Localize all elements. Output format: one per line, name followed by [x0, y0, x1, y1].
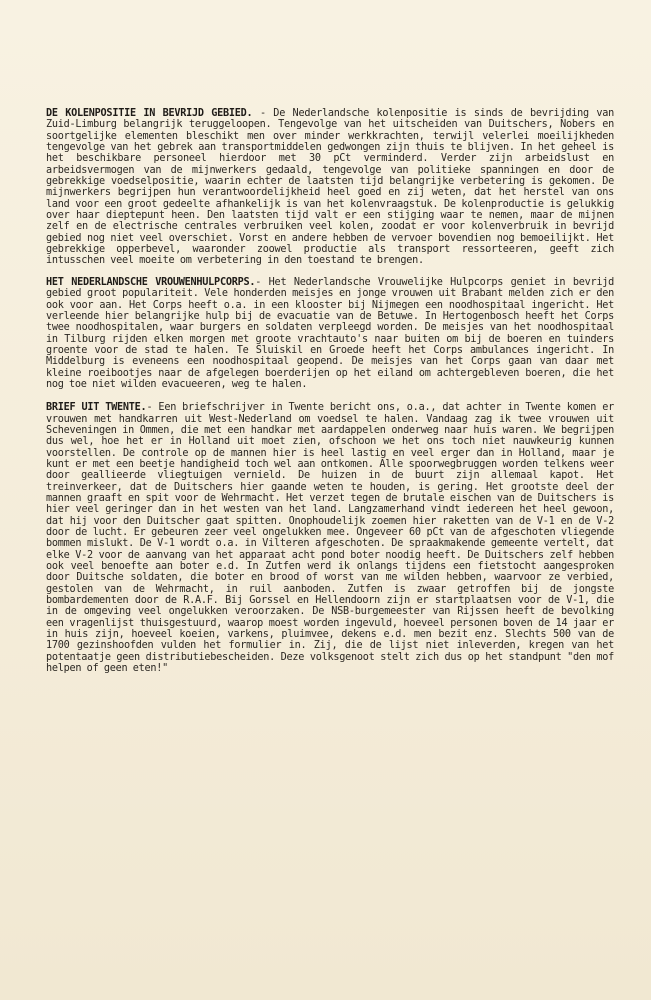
article-heading: HET NEDERLANDSCHE VROUWENHULPCORPS.: [46, 276, 256, 288]
article-paragraph: [46, 108, 614, 267]
document-body: [46, 108, 614, 685]
article-text: - Een briefschrijver in Twente bericht ons, o.a., dat achter in Twente komen er vrouwen met handkarren uit West-Nederland om voedsel te halen. Vandaag zag ik twee vrouwen uit Scheveningen in Ommen, die met een handkar met aardappelen onderweg naar huis waren. We begrijpen dus wel, hoe het er in Holland uit moet zien, ofschoon we het ons toch niet nauwkeurig kunnen voorstellen. De controle op de mannen hier is heel lastig en veel erger dan in Holland, maar je kunt er met een beetje handigheid toch wel aan ontkomen. Alle spoorwegbruggen worden telkens weer door geallieerde vliegtuigen vernield. De huizen in de buurt zijn allemaal kapot. Het treinverkeer, dat de Duitschers hier gaande weten te houden, is gering. Het grootste deel der mannen graaft en spit voor de Wehrmacht. Het verzet tegen de brutale eischen van de Duitschers is hier veel geringer dan in het westen van het land. Langzamerhand vindt iedereen het heel gewoon, dat hij voor den Duitscher gaat spitten. Onophoudelijk zoemen hier raketten van de V-1 en de V-2 door de lucht. Er gebeuren zeer veel ongelukken mee. Ongeveer 60 pCt van de afgeschoten vliegende bommen mislukt. De V-1 wordt o.a. in Vilteren afgeschoten. De spraakmakende gemeente vertelt, dat elke V-2 voor de aanvang van het apparaat acht pond boter noodig heeft. De Duitschers zelf hebben ook veel benoefte aan boter e.d. In Zutfen werd ik onlangs tijdens een fietstocht aangesproken door Duitsche soldaten, die boter en brood of worst van me wilden hebben, waarvoor ze verbied, gestolen van de Wehrmacht, in ruil aanboden. Zutfen is zwaar getroffen bij de jongste bombardementen door de R.A.F. Bij Gorssel en Hellendoorn zijn er startplaatsen voor de V-1, die in de omgeving veel ongelukken veroorzaken. De NSB-burgemeester van Rijssen heeft de bevolking een vragenlijst thuisgestuurd, waarop moest worden ingevuld, hoeveel personen boven de 14 jaar er in huis zijn, hoeveel koeien, varkens, pluimvee, dekens e.d. men bezit enz. Slechts 500 van de 1700 gezinshoofden vulden het formulier in. Zij, die de lijst niet inleverden, kregen van het potentaatje geen distributiebescheiden. Deze volksgenoot stelt zich dus op het standpunt "den mof helpen of geen eten!": [46, 402, 614, 675]
article-heading: DE KOLENPOSITIE IN BEVRIJD GEBIED.: [46, 108, 253, 119]
article-kolenpositie: [46, 108, 614, 267]
article-paragraph: [46, 402, 614, 674]
article-vrouwenhulpcorps: [46, 277, 614, 390]
article-heading: BRIEF UIT TWENTE.: [46, 402, 147, 414]
article-paragraph: [46, 277, 614, 390]
article-brief-uit-twente: [46, 402, 614, 674]
article-text: - De Nederlandsche kolenpositie is sinds de bevrijding van Zuid-Limburg belangrijk teruggeloopen. Tengevolge van het uitscheiden van Duitschers, Nobers en soortgelijke elementen bleschikt men over minder werkkrachten, terwijl velerlei moeilijkheden tengevolge van het gebrek aan transportmiddelen gedwongen zijn thuis te blijven. In het geheel is het beschikbare personeel hierdoor met 30 pCt verminderd. Verder zijn arbeidslust en arbeidsvermogen van de mijnwerkers gedaald, tengevolge van politieke spanningen en door de gebrekkige voedselpositie, waarin echter de laatsten tijd belangrijke verbetering is gekomen. De mijnwerkers begrijpen hun verantwoordelijkheid heel goed en zij weten, dat het herstel van ons land voor een groot gedeelte afhankelijk is van het kolenvraagstuk. De kolenproductie is gelukkig over haar dieptepunt heen. Den laatsten tijd valt er een stijging waar te nemen, maar de mijnen zelf en de electrische centrales verbruiken veel kolen, zoodat er voor kolenverbruik in bevrijd gebied nog niet veel overschiet. Vorst en andere hebben de vervoer bovendien nog bemoeilijkt. Het gebrekkige opperbevel, waaronder zoowel productie als transport ressorteeren, geeft zich intusschen veel moeite om verbetering in den toestand te brengen.: [46, 108, 614, 267]
article-text: - Het Nederlandsche Vrouwelijke Hulpcorps geniet in bevrijd gebied groot populariteit. Vele honderden meisjes en jonge vrouwen uit Brabant melden zich er den ook voor aan. Het Corps heeft o.a. in een klooster bij Nijmegen een noodhospitaal ingericht. Het verleende hier belangrijke hulp bij de evacuatie van de Betuwe. In Hertogenbosch heeft het Corps twee noodhospitalen, waar burgers en soldaten verpleegd worden. De meisjes van het noodhospitaal in Tilburg rijden elken morgen met groote vrachtauto's naar buiten om bij de boeren en tuinders groente voor de stad te halen. Te Sluiskil en Groede heeft het Corps ambulances ingericht. In Middelburg is eveneens een noodhospitaal geopend. De meisjes van het Corps gaan van daar met kleine roeibootjes naar de afgelegen boerderijen op het eiland om achtergebleven boeren, die het nog toe niet wilden evacueeren, weg te halen.: [46, 276, 615, 390]
